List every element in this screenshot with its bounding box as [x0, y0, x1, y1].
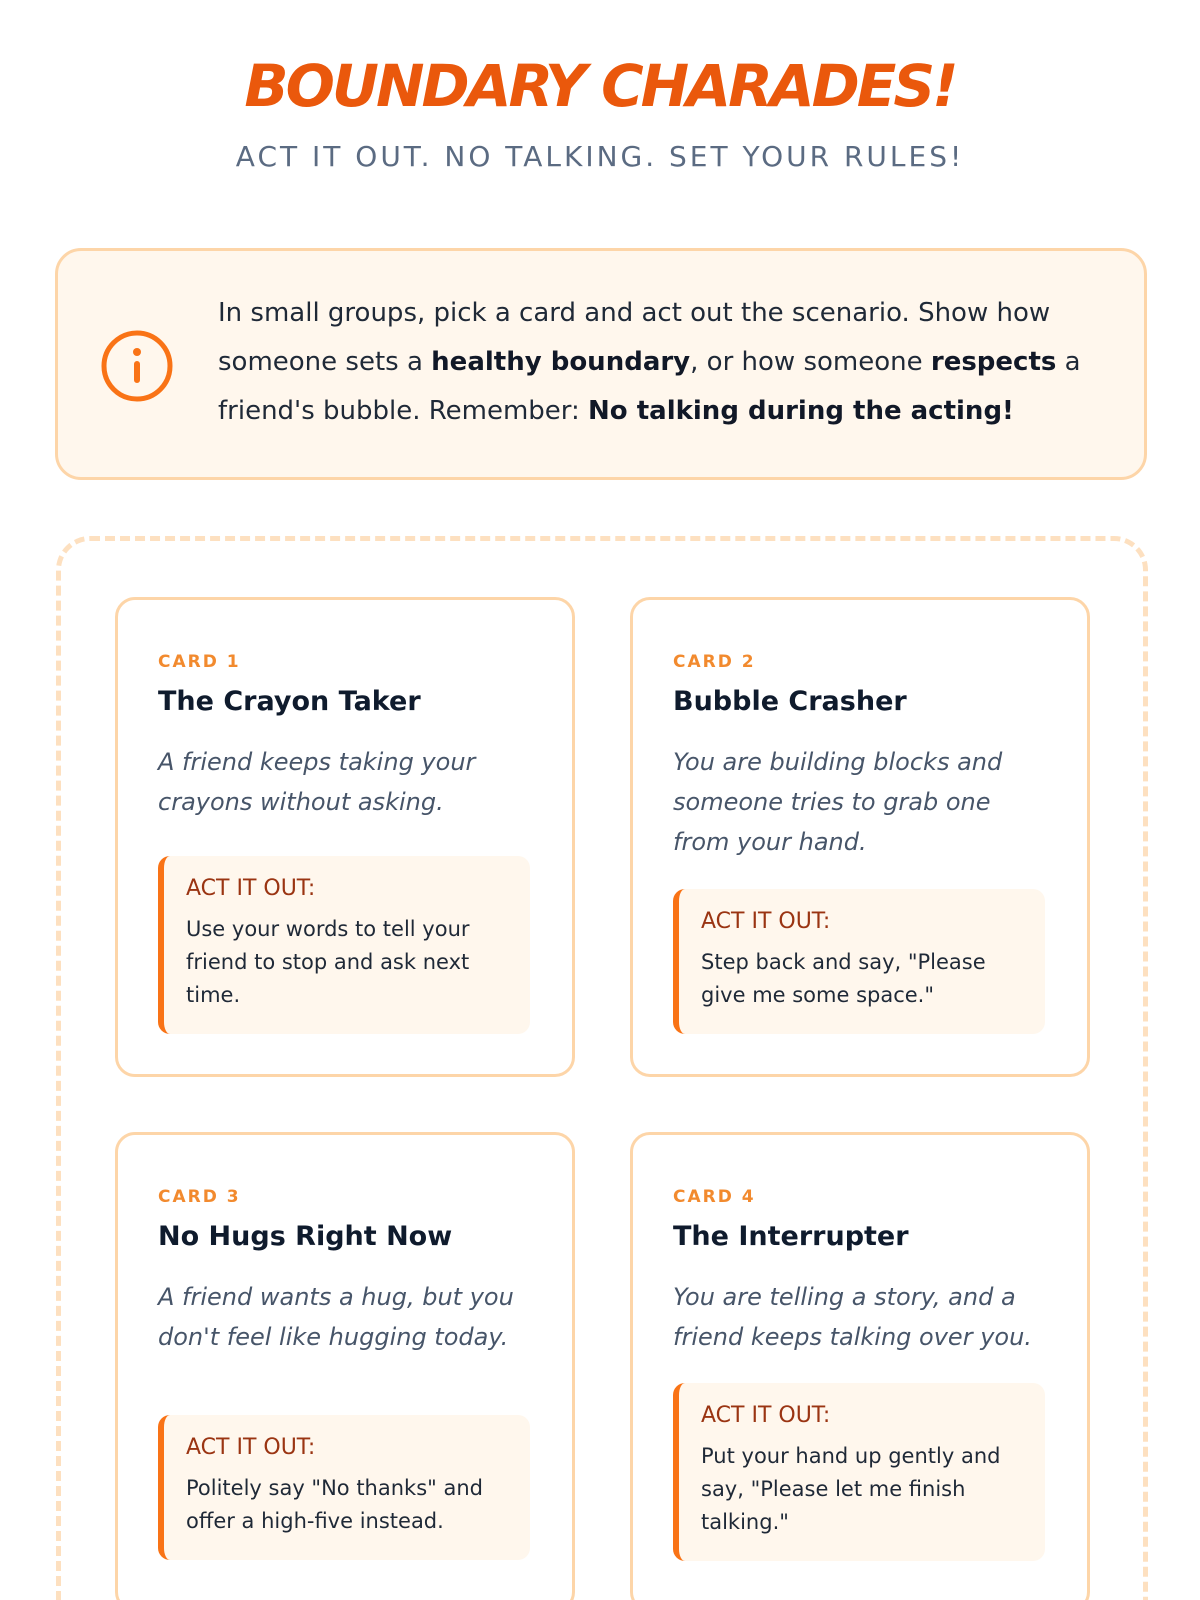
- scenario-card-3[interactable]: [115, 1132, 575, 1600]
- instructions-text: In small groups, pick a card and act out the scenario. Show how someone sets a healthy boundary, or how someone respects a friend's bubble. Remember: No talking during the acting!: [218, 298, 1081, 426]
- card-title: The Interrupter: [673, 1221, 909, 1252]
- card-title: Bubble Crasher: [673, 686, 907, 717]
- act-it-out-box: [673, 889, 1045, 1034]
- act-it-out-box: [158, 1415, 530, 1560]
- act-it-out-text: Politely say "No thanks" and offer a high-five instead.: [186, 1476, 483, 1533]
- emphasis-respects: respects: [930, 347, 1057, 377]
- emphasis-healthy-boundary: healthy boundary: [431, 347, 691, 377]
- scenario-card-4[interactable]: [630, 1132, 1090, 1600]
- instructions-panel: [55, 248, 1147, 480]
- act-it-out-text: Use your words to tell your friend to stop and ask next time.: [186, 917, 470, 1007]
- page-title: BOUNDARY CHARADES!: [244, 52, 956, 120]
- act-it-out-box: [158, 856, 530, 1034]
- act-it-out-label: ACT IT OUT:: [701, 909, 831, 934]
- card-number: CARD 3: [158, 1187, 241, 1207]
- emphasis-no-talking: No talking during the acting!: [588, 396, 1014, 426]
- act-it-out-label: ACT IT OUT:: [186, 1435, 316, 1460]
- scenario-card-2[interactable]: [630, 597, 1090, 1077]
- act-it-out-text: Step back and say, "Please give me some space.": [701, 950, 986, 1007]
- card-title: The Crayon Taker: [158, 686, 421, 717]
- info-icon: [100, 329, 174, 403]
- card-scenario: A friend wants a hug, but you don't feel like hugging today.: [158, 1283, 514, 1351]
- card-number: CARD 4: [673, 1187, 756, 1207]
- scenario-card-1[interactable]: [115, 597, 575, 1077]
- card-number: CARD 1: [158, 652, 241, 672]
- act-it-out-box: [673, 1383, 1045, 1561]
- card-title: No Hugs Right Now: [158, 1221, 453, 1252]
- card-scenario: You are telling a story, and a friend keeps talking over you.: [673, 1283, 1032, 1351]
- act-it-out-label: ACT IT OUT:: [701, 1403, 831, 1428]
- act-it-out-label: ACT IT OUT:: [186, 876, 316, 901]
- act-it-out-text: Put your hand up gently and say, "Please let me finish talking.": [701, 1444, 1001, 1534]
- card-number: CARD 2: [673, 652, 756, 672]
- card-scenario: You are building blocks and someone tries to grab one from your hand.: [673, 748, 1003, 856]
- card-scenario: A friend keeps taking your crayons without asking.: [158, 748, 476, 816]
- page-subtitle: ACT IT OUT. NO TALKING. SET YOUR RULES!: [235, 140, 965, 173]
